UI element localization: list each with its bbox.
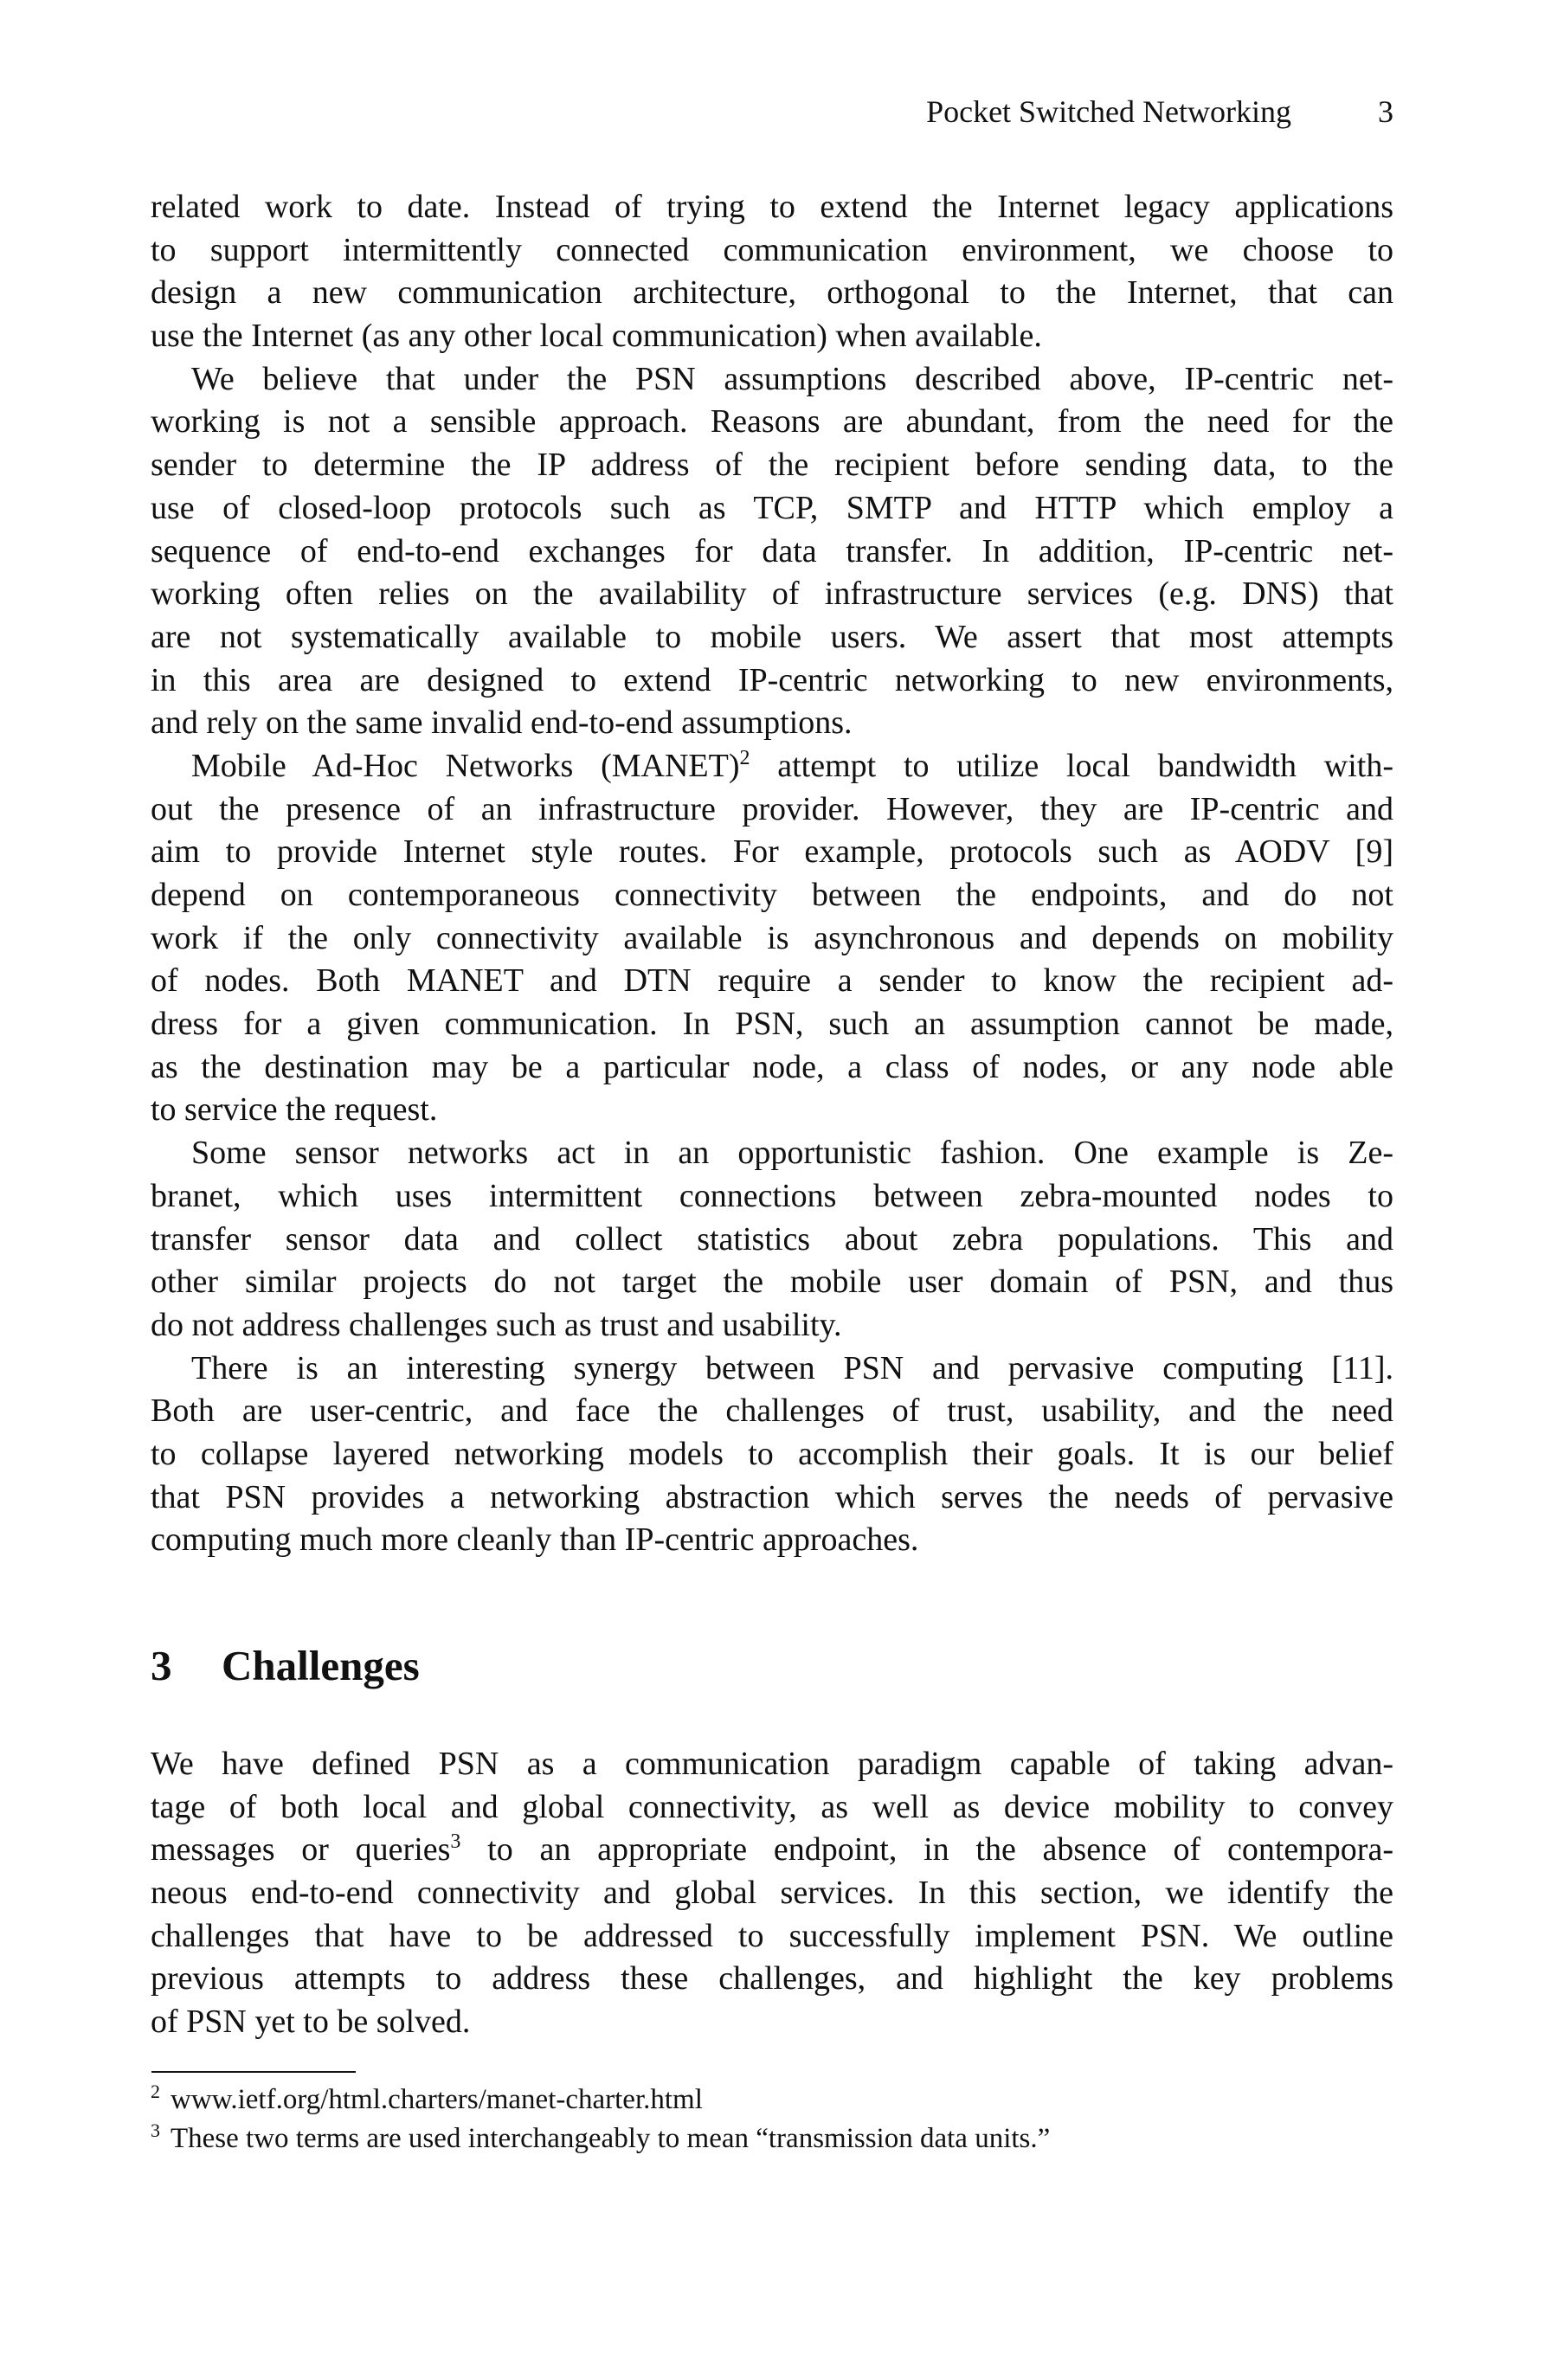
text-line: We believe that under the PSN assumptions described above, IP-centric net- <box>191 360 1393 397</box>
footnote-mark: 3 <box>151 2119 160 2141</box>
text-line: design a new communication architecture, orthogonal to the Internet, that can <box>151 274 1393 312</box>
text-line: Both are user-centric, and face the challenges of trust, usability, and the need <box>151 1393 1393 1430</box>
footnote-3 <box>151 2119 1051 2155</box>
footnote-reference: 3 <box>450 1830 461 1854</box>
text-line: and rely on the same invalid end-to-end assumptions. <box>151 704 853 742</box>
text-line: neous end-to-end connectivity and global services. In this section, we identify the <box>151 1875 1393 1912</box>
text-line: challenges that have to be addressed to successfully implement PSN. We outline <box>151 1917 1393 1954</box>
text-line: transfer sensor data and collect statistics about zebra populations. This and <box>151 1220 1393 1258</box>
text-line: are not systematically available to mobile users. We assert that most attempts <box>151 618 1393 655</box>
text-line: work if the only connectivity available is asynchronous and depends on mobility <box>151 919 1393 956</box>
text-line: depend on contemporaneous connectivity between the endpoints, and do not <box>151 877 1393 913</box>
text-line: do not address challenges such as trust and usability. <box>151 1306 842 1343</box>
text-segment: attempt to utilize local bandwidth with- <box>750 747 1393 784</box>
text-line: dress for a given communication. In PSN, such an assumption cannot be made, <box>151 1006 1393 1043</box>
footnote-text: www.ietf.org/html.charters/manet-charter.html <box>171 2084 703 2115</box>
body-text <box>151 186 1393 1562</box>
text-line <box>151 745 1393 788</box>
text-line: branet, which uses intermittent connections between zebra-mounted nodes to <box>151 1177 1393 1214</box>
section-text <box>151 1743 1393 2044</box>
text-line: We have defined PSN as a communication paradigm capable of taking advan- <box>151 1746 1393 1782</box>
text-line: of nodes. Both MANET and DTN require a sender to know the recipient ad- <box>151 962 1393 1000</box>
text-line: tage of both local and global connectivity, as well as device mobility to convey <box>151 1788 1393 1825</box>
text-line: aim to provide Internet style routes. For example, protocols such as AODV [9] <box>151 833 1393 871</box>
footnote-text: These two terms are used interchangeably to mean “transmission data units.” <box>171 2123 1051 2154</box>
text-line: computing much more cleanly than IP-centric approaches. <box>151 1521 919 1559</box>
text-line: in this area are designed to extend IP-centric networking to new environments, <box>151 661 1393 698</box>
text-line: use the Internet (as any other local communication) when available. <box>151 318 1042 355</box>
text-line: out the presence of an infrastructure provider. However, they are IP-centric and <box>151 790 1393 827</box>
text-line: There is an interesting synergy between PSN and pervasive computing [11]. <box>191 1349 1393 1386</box>
page-number: 3 <box>1378 94 1393 129</box>
section-title: Challenges <box>222 1642 420 1689</box>
text-line: working often relies on the availability of infrastructure services (e.g. DNS) that <box>151 576 1393 613</box>
footnote-2 <box>151 2081 703 2116</box>
text-line: other similar projects do not target the mobile user domain of PSN, and thus <box>151 1264 1393 1301</box>
section-heading <box>151 1641 420 1690</box>
footnote-mark: 2 <box>151 2081 160 2102</box>
text-line: use of closed-loop protocols such as TCP, SMTP and HTTP which employ a <box>151 489 1393 526</box>
section-number: 3 <box>151 1642 172 1689</box>
text-line: related work to date. Instead of trying to extend the Internet legacy applications <box>151 189 1393 225</box>
text-segment: messages or queries <box>151 1831 451 1869</box>
text-line: sender to determine the IP address of the recipient before sending data, to the <box>151 447 1393 484</box>
running-title: Pocket Switched Networking <box>926 94 1291 129</box>
text-line: that PSN provides a networking abstraction which serves the needs of pervasive <box>151 1478 1393 1515</box>
text-segment: to an appropriate endpoint, in the absence of contempora- <box>460 1831 1393 1869</box>
text-line: to support intermittently connected communication environment, we choose to <box>151 231 1393 268</box>
footnote-rule <box>151 2071 356 2073</box>
text-line: Some sensor networks act in an opportunistic fashion. One example is Ze- <box>191 1135 1393 1172</box>
text-line: to service the request. <box>151 1091 438 1129</box>
text-line: to collapse layered networking models to accomplish their goals. It is our belief <box>151 1435 1393 1472</box>
text-line <box>151 1829 1393 1872</box>
footnote-reference: 2 <box>739 746 750 769</box>
text-line: working is not a sensible approach. Reasons are abundant, from the need for the <box>151 403 1393 441</box>
text-line: previous attempts to address these challenges, and highlight the key problems <box>151 1960 1393 1997</box>
text-line: sequence of end-to-end exchanges for data transfer. In addition, IP-centric net- <box>151 532 1393 569</box>
text-line: of PSN yet to be solved. <box>151 2004 471 2041</box>
text-segment: Mobile Ad-Hoc Networks (MANET) <box>191 747 740 784</box>
text-line: as the destination may be a particular node, a class of nodes, or any node able <box>151 1048 1393 1085</box>
